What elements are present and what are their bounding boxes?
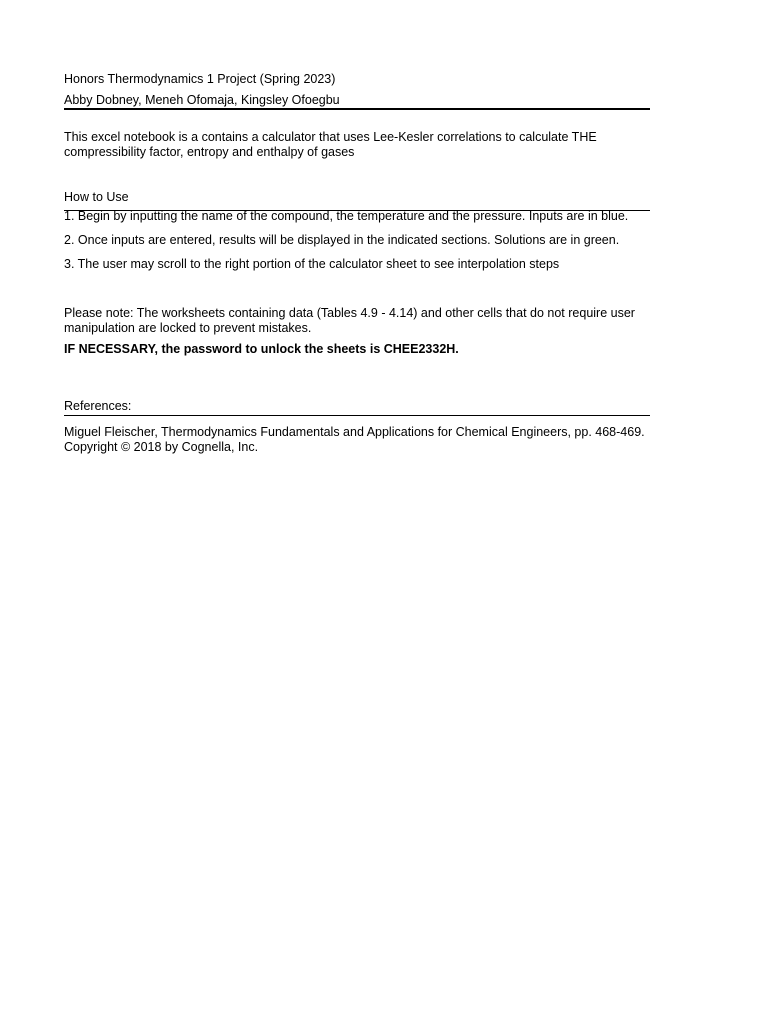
password-note: IF NECESSARY, the password to unlock the sheets is CHEE2332H. [64,342,459,356]
authors-line: Abby Dobney, Meneh Ofomaja, Kingsley Ofoegbu [64,93,340,107]
how-to-use-heading: How to Use [64,190,129,204]
note-paragraph: Please note: The worksheets containing data (Tables 4.9 - 4.14) and other cells that do not require user manipulation are locked to prevent mistakes. [64,306,635,335]
references-divider [64,415,650,416]
how-to-use-step-2: 2. Once inputs are entered, results will be displayed in the indicated sections. Solutions are in green. [64,233,620,247]
reference-citation: Miguel Fleischer, Thermodynamics Fundamentals and Applications for Chemical Engineers, pp. 468-469. Copyright © 2018 by Cognella, Inc. [64,425,645,454]
references-heading: References: [64,399,132,413]
how-to-use-step-3: 3. The user may scroll to the right portion of the calculator sheet to see interpolation steps [64,257,560,271]
how-to-use-step-1: 1. Begin by inputting the name of the compound, the temperature and the pressure. Inputs are in blue. [64,209,629,223]
header-divider [64,108,650,110]
project-title: Honors Thermodynamics 1 Project (Spring 2023) [64,72,336,86]
intro-paragraph: This excel notebook is a contains a calculator that uses Lee-Kesler correlations to calculate THE compressibility factor, entropy and enthalpy of gases [64,130,597,159]
